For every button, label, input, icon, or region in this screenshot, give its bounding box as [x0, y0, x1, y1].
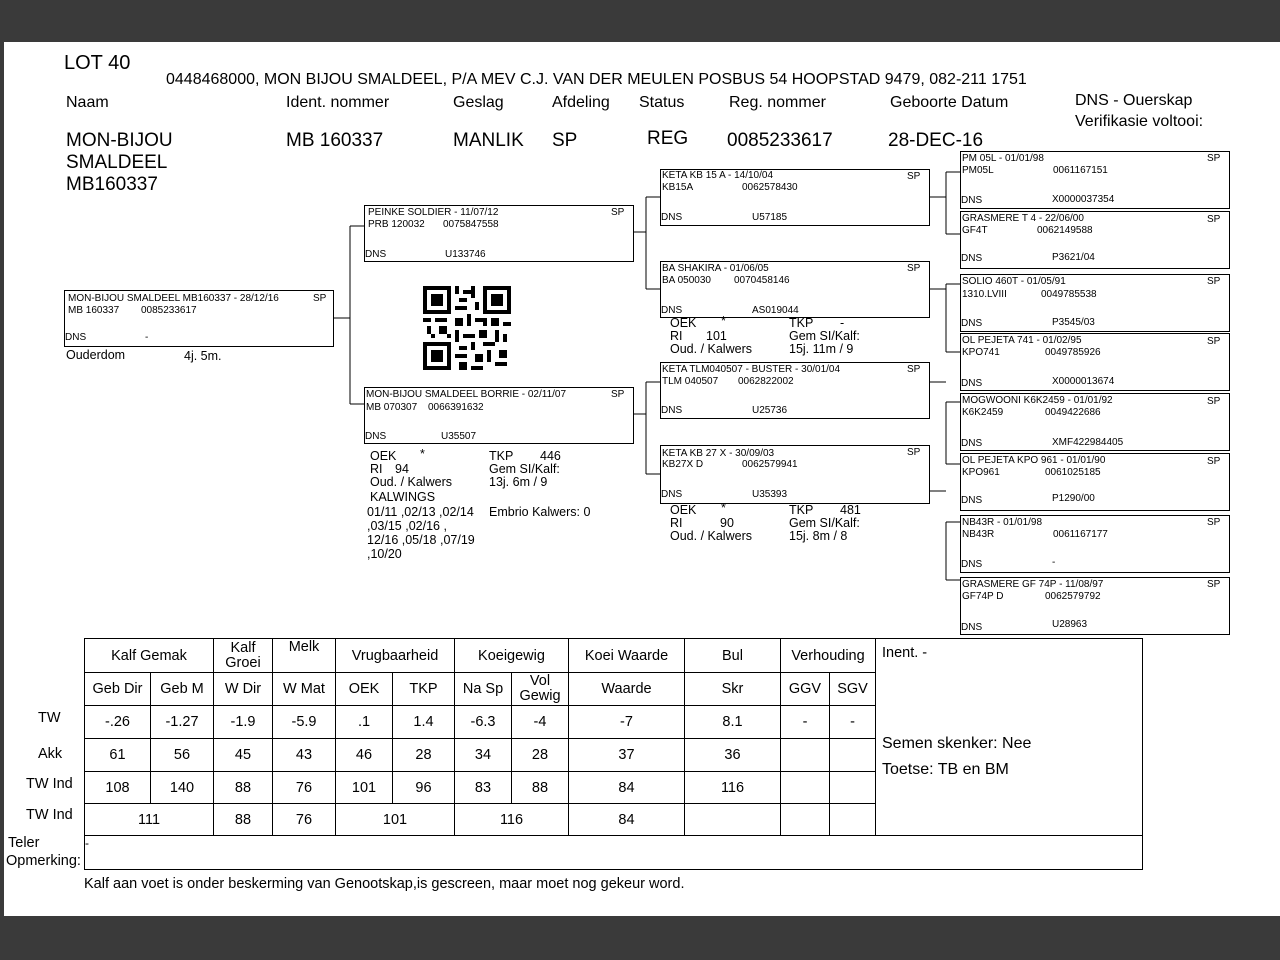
dam-oek-value: * [420, 447, 425, 461]
teler-label: Teler [8, 835, 40, 851]
twind2-cell [781, 804, 830, 836]
sire-reg: 0075847558 [443, 219, 499, 230]
subject-sp: SP [313, 293, 327, 304]
twind-cell: 84 [569, 772, 685, 804]
kalwings-label: KALWINGS [370, 490, 436, 504]
ggp5-reg: 0049422686 [1045, 407, 1101, 418]
ggp3-dns-label: DNS [961, 318, 983, 329]
gp2-dns-label: DNS [661, 305, 683, 316]
gp4-oud-label: Oud. / Kalwers [670, 529, 752, 543]
tw-cell: -5.9 [273, 706, 336, 739]
tw-cell: -4 [512, 706, 569, 739]
subject-ident: MB 160337 [68, 305, 120, 316]
ggp6-reg: 0061025185 [1045, 467, 1101, 478]
gp4-tkp-label: TKP [789, 503, 814, 517]
akk-cell: 61 [85, 739, 151, 772]
gp3-ident: TLM 040507 [662, 376, 719, 387]
gp2-title: BA SHAKIRA - 01/06/05 [662, 263, 769, 274]
ggp1-ident: PM05L [962, 165, 994, 176]
great-grandparent-box-3 [960, 274, 1230, 332]
sire-title: PEINKE SOLDIER - 11/07/12 [368, 207, 499, 218]
col-geb-dir: Geb Dir [85, 673, 151, 706]
great-grandparent-box-6 [960, 453, 1230, 511]
gp4-tkp-value: 481 [840, 503, 861, 517]
ggp2-dns-label: DNS [961, 253, 983, 264]
ggp8-dns-value: U28963 [1052, 619, 1088, 630]
akk-cell: 46 [336, 739, 393, 772]
akk-cell [781, 739, 830, 772]
twind-cell: 96 [393, 772, 455, 804]
akk-cell: 36 [685, 739, 781, 772]
group-bul: Bul [685, 639, 781, 673]
twind2-cell [685, 804, 781, 836]
ggp4-title: OL PEJETA 741 - 01/02/95 [962, 335, 1082, 346]
ggp8-sp: SP [1207, 579, 1221, 590]
row-label-tw-ind: TW Ind [26, 776, 73, 792]
subject-box [64, 290, 334, 347]
label-verifikasie: Verifikasie voltooi: [1075, 113, 1204, 130]
great-grandparent-box-1 [960, 151, 1230, 209]
twind2-cell: 111 [85, 804, 214, 836]
dam-tkp-label: TKP [489, 449, 514, 463]
twind-cell [781, 772, 830, 804]
col-vol-gewig: Vol Gewig [512, 673, 569, 706]
notes-cell [876, 639, 1143, 836]
twind-cell [830, 772, 876, 804]
row-label-tw: TW [38, 710, 61, 726]
gp1-ident: KB15A [662, 182, 694, 193]
group-koei-waarde: Koei Waarde [569, 639, 685, 673]
gp4-oek-value: * [721, 501, 726, 515]
inent-text: Inent. - [882, 645, 928, 661]
twind-cell: 88 [214, 772, 273, 804]
kalwings-line3: 12/16 ,05/18 ,07/19 [367, 533, 475, 547]
semen-donor: Semen skenker: Nee [882, 735, 1032, 752]
dam-tkp-value: 446 [540, 449, 561, 463]
tw-cell: -.26 [85, 706, 151, 739]
label-geboorte: Geboorte Datum [890, 94, 1009, 111]
group-verhouding: Verhouding [781, 639, 876, 673]
twind-cell: 88 [512, 772, 569, 804]
status-value: REG [647, 128, 689, 149]
ggp4-dns-value: X0000013674 [1052, 376, 1115, 387]
great-grandparent-box-4 [960, 333, 1230, 391]
reg-value: 0085233617 [727, 130, 833, 151]
subject-dns-value: - [145, 332, 149, 343]
tw-cell: -1.27 [151, 706, 214, 739]
ggp1-title: PM 05L - 01/01/98 [962, 153, 1044, 164]
ggp6-ident: KPO961 [962, 467, 1000, 478]
geboorte-value: 28-DEC-16 [888, 130, 984, 151]
ident-value: MB 160337 [286, 130, 384, 151]
ggp5-ident: K6K2459 [962, 407, 1004, 418]
col-w-dir: W Dir [214, 673, 273, 706]
gp2-tkp-label: TKP [789, 316, 814, 330]
dam-dns-label: DNS [365, 431, 387, 442]
akk-cell: 28 [393, 739, 455, 772]
footer-note: Kalf aan voet is onder beskerming van Genootskap,is gescreen, maar moet nog gekeur word. [84, 876, 685, 892]
ggp6-dns-value: P1290/00 [1052, 493, 1095, 504]
age-value: 4j. 5m. [184, 349, 222, 363]
ggp2-sp: SP [1207, 214, 1221, 225]
ggp4-reg: 0049785926 [1045, 347, 1101, 358]
ggp3-title: SOLIO 460T - 01/05/91 [962, 276, 1066, 287]
grandparent-box-4 [660, 445, 930, 504]
label-ident: Ident. nommer [286, 94, 390, 111]
grandparent-box-1 [660, 169, 930, 226]
tw-cell: - [830, 706, 876, 739]
label-naam: Naam [66, 94, 109, 111]
dam-oud-label: Oud. / Kalwers [370, 475, 452, 489]
qr-code [423, 286, 511, 370]
gp4-sp: SP [907, 447, 921, 458]
dam-oek-label: OEK [370, 449, 397, 463]
dam-reg: 0066391632 [428, 402, 484, 413]
geslag-value: MANLIK [453, 130, 524, 151]
gp4-ri-value: 90 [720, 516, 734, 530]
gp3-reg: 0062822002 [738, 376, 794, 387]
ggp6-dns-label: DNS [961, 495, 983, 506]
sire-ident: PRB 120032 [368, 219, 425, 230]
ggp2-title: GRASMERE T 4 - 22/06/00 [962, 213, 1084, 224]
twind2-cell: 116 [455, 804, 569, 836]
group-melk: Melk [273, 639, 336, 673]
gp4-reg: 0062579941 [742, 459, 798, 470]
subject-reg: 0085233617 [141, 305, 197, 316]
gp2-ri-label: RI [670, 329, 683, 343]
tw-cell: -6.3 [455, 706, 512, 739]
gp4-gem-label: Gem SI/Kalf: [789, 516, 860, 530]
row-label-tw-ind-2: TW Ind [26, 807, 73, 823]
label-reg: Reg. nommer [729, 94, 826, 111]
twind-cell: 76 [273, 772, 336, 804]
dam-box [364, 387, 634, 444]
kalwings-line4: ,10/20 [367, 547, 402, 561]
ggp1-reg: 0061167151 [1053, 165, 1108, 176]
ggp7-title: NB43R - 01/01/98 [962, 517, 1043, 528]
twind2-cell: 84 [569, 804, 685, 836]
ggp6-title: OL PEJETA KPO 961 - 01/01/90 [962, 455, 1106, 466]
ggp8-reg: 0062579792 [1045, 591, 1101, 602]
gp1-sp: SP [907, 171, 921, 182]
gp2-gem-label: Gem SI/Kalf: [789, 329, 860, 343]
dam-gem-label: Gem SI/Kalf: [489, 462, 560, 476]
age-label: Ouderdom [66, 348, 126, 362]
ggp5-title: MOGWOONI K6K2459 - 01/01/92 [962, 395, 1113, 406]
sire-dns-value: U133746 [445, 249, 486, 260]
twind-cell: 101 [336, 772, 393, 804]
akk-cell: 56 [151, 739, 214, 772]
great-grandparent-box-8 [960, 577, 1230, 635]
ggp1-dns-value: X0000037354 [1052, 194, 1115, 205]
ggp5-dns-value: XMF422984405 [1052, 437, 1124, 448]
row-label-akk: Akk [38, 746, 63, 762]
label-dns-ouerskap: DNS - Ouerskap [1075, 92, 1193, 109]
sire-sp: SP [611, 207, 625, 218]
lot-number: LOT 40 [64, 52, 131, 74]
tw-cell: 1.4 [393, 706, 455, 739]
ggp3-ident: 1310.LVIII [962, 289, 1007, 300]
dam-ri-value: 94 [395, 462, 409, 476]
gp2-reg: 0070458146 [734, 275, 790, 286]
gp4-ident: KB27X D [662, 459, 704, 470]
great-grandparent-box-5 [960, 393, 1230, 451]
ggp4-sp: SP [1207, 336, 1221, 347]
gp2-tkp-value: - [840, 316, 845, 330]
akk-cell: 45 [214, 739, 273, 772]
group-koeigewig: Koeigewig [455, 639, 569, 673]
naam-line2: SMALDEEL [66, 152, 168, 173]
ggp7-dns-label: DNS [961, 559, 983, 570]
gp2-oek-label: OEK [670, 316, 697, 330]
akk-cell: 34 [455, 739, 512, 772]
ggp7-ident: NB43R [962, 529, 995, 540]
ggp5-sp: SP [1207, 396, 1221, 407]
gp4-dns-value: U35393 [752, 489, 788, 500]
col-tkp: TKP [393, 673, 455, 706]
ggp8-ident: GF74P D [962, 591, 1004, 602]
gp3-title: KETA TLM040507 - BUSTER - 30/01/04 [662, 364, 841, 375]
sire-dns-label: DNS [365, 249, 387, 260]
ggp3-dns-value: P3545/03 [1052, 317, 1095, 328]
naam-line3: MB160337 [66, 174, 158, 195]
gp4-ri-label: RI [670, 516, 683, 530]
kalwings-line2: ,03/15 ,02/16 , [367, 519, 447, 533]
twind2-cell: 101 [336, 804, 455, 836]
ggp3-reg: 0049785538 [1041, 289, 1097, 300]
gp2-ident: BA 050030 [662, 275, 711, 286]
ggp7-dns-value: - [1052, 557, 1056, 568]
ggp2-dns-value: P3621/04 [1052, 252, 1095, 263]
akk-cell: 37 [569, 739, 685, 772]
ggp4-dns-label: DNS [961, 378, 983, 389]
gp1-title: KETA KB 15 A - 14/10/04 [662, 170, 774, 181]
dam-dns-value: U35507 [441, 431, 477, 442]
gp2-gem-value: 15j. 11m / 9 [789, 342, 854, 356]
dam-ident: MB 070307 [366, 402, 418, 413]
akk-cell [830, 739, 876, 772]
ggp5-dns-label: DNS [961, 438, 983, 449]
gp2-dns-value: AS019044 [752, 305, 799, 316]
gp3-dns-label: DNS [661, 405, 683, 416]
group-kalf-gemak: Kalf Gemak [85, 639, 214, 673]
label-geslag: Geslag [453, 94, 504, 111]
grandparent-box-2 [660, 261, 930, 318]
col-sgv: SGV [830, 673, 876, 706]
dam-sp: SP [611, 389, 625, 400]
afdeling-value: SP [552, 130, 578, 151]
gp4-dns-label: DNS [661, 489, 683, 500]
embrio-kalwers: Embrio Kalwers: 0 [489, 505, 591, 519]
ggp1-dns-label: DNS [961, 195, 983, 206]
gp1-dns-value: U57185 [752, 212, 788, 223]
breeding-values-table [84, 638, 1143, 870]
twind-cell: 140 [151, 772, 214, 804]
opmerking-field: - [85, 836, 1143, 870]
great-grandparent-box-2 [960, 211, 1230, 269]
dam-ri-label: RI [370, 462, 383, 476]
gp1-reg: 0062578430 [742, 182, 798, 193]
gp2-ri-value: 101 [706, 329, 727, 343]
tw-cell: 8.1 [685, 706, 781, 739]
gp1-dns-label: DNS [661, 212, 683, 223]
tw-cell: - [781, 706, 830, 739]
twind-cell: 83 [455, 772, 512, 804]
akk-cell: 43 [273, 739, 336, 772]
gp4-gem-value: 15j. 8m / 8 [789, 529, 848, 543]
gp2-sp: SP [907, 263, 921, 274]
subject-dns-label: DNS [65, 332, 87, 343]
owner-line: 0448468000, MON BIJOU SMALDEEL, P/A MEV C.J. VAN DER MEULEN POSBUS 54 HOOPSTAD 9479, 082-211 1751 [166, 71, 1027, 88]
col-ggv: GGV [781, 673, 830, 706]
subject-title: MON-BIJOU SMALDEEL MB160337 - 28/12/16 [68, 293, 279, 304]
gp3-dns-value: U25736 [752, 405, 788, 416]
col-skr: Skr [685, 673, 781, 706]
dam-title: MON-BIJOU SMALDEEL BORRIE - 02/11/07 [366, 389, 567, 400]
ggp6-sp: SP [1207, 456, 1221, 467]
tests-text: Toetse: TB en BM [882, 761, 1009, 778]
col-na-sp: Na Sp [455, 673, 512, 706]
sire-box [364, 205, 634, 262]
group-kalf-groei: Kalf Groei [214, 639, 273, 673]
twind-cell: 108 [85, 772, 151, 804]
ggp8-title: GRASMERE GF 74P - 11/08/97 [962, 579, 1104, 590]
ggp2-ident: GF4T [962, 225, 988, 236]
ggp7-reg: 0061167177 [1053, 529, 1108, 540]
col-waarde: Waarde [569, 673, 685, 706]
ggp2-reg: 0062149588 [1037, 225, 1093, 236]
label-status: Status [639, 94, 685, 111]
gp3-sp: SP [907, 364, 921, 375]
col-geb-m: Geb M [151, 673, 214, 706]
twind2-cell: 88 [214, 804, 273, 836]
ggp7-sp: SP [1207, 517, 1221, 528]
akk-cell: 28 [512, 739, 569, 772]
twind2-cell [830, 804, 876, 836]
ggp4-ident: KPO741 [962, 347, 1000, 358]
great-grandparent-box-7 [960, 515, 1230, 573]
naam-line1: MON-BIJOU [66, 130, 173, 151]
gp2-oud-label: Oud. / Kalwers [670, 342, 752, 356]
grandparent-box-3 [660, 362, 930, 419]
tw-cell: .1 [336, 706, 393, 739]
gp2-oek-value: * [721, 314, 726, 328]
gp4-title: KETA KB 27 X - 30/09/03 [662, 448, 775, 459]
ggp1-sp: SP [1207, 153, 1221, 164]
opmerking-label: Opmerking: [6, 853, 81, 869]
tw-cell: -1.9 [214, 706, 273, 739]
kalwings-line1: 01/11 ,02/13 ,02/14 [367, 505, 474, 519]
label-afdeling: Afdeling [552, 94, 610, 111]
twind2-cell: 76 [273, 804, 336, 836]
gp4-oek-label: OEK [670, 503, 697, 517]
ggp3-sp: SP [1207, 276, 1221, 287]
dam-gem-value: 13j. 6m / 9 [489, 475, 548, 489]
ggp8-dns-label: DNS [961, 622, 983, 633]
tw-cell: -7 [569, 706, 685, 739]
col-w-mat: W Mat [273, 673, 336, 706]
group-vrugbaarheid: Vrugbaarheid [336, 639, 455, 673]
twind-cell: 116 [685, 772, 781, 804]
col-oek: OEK [336, 673, 393, 706]
